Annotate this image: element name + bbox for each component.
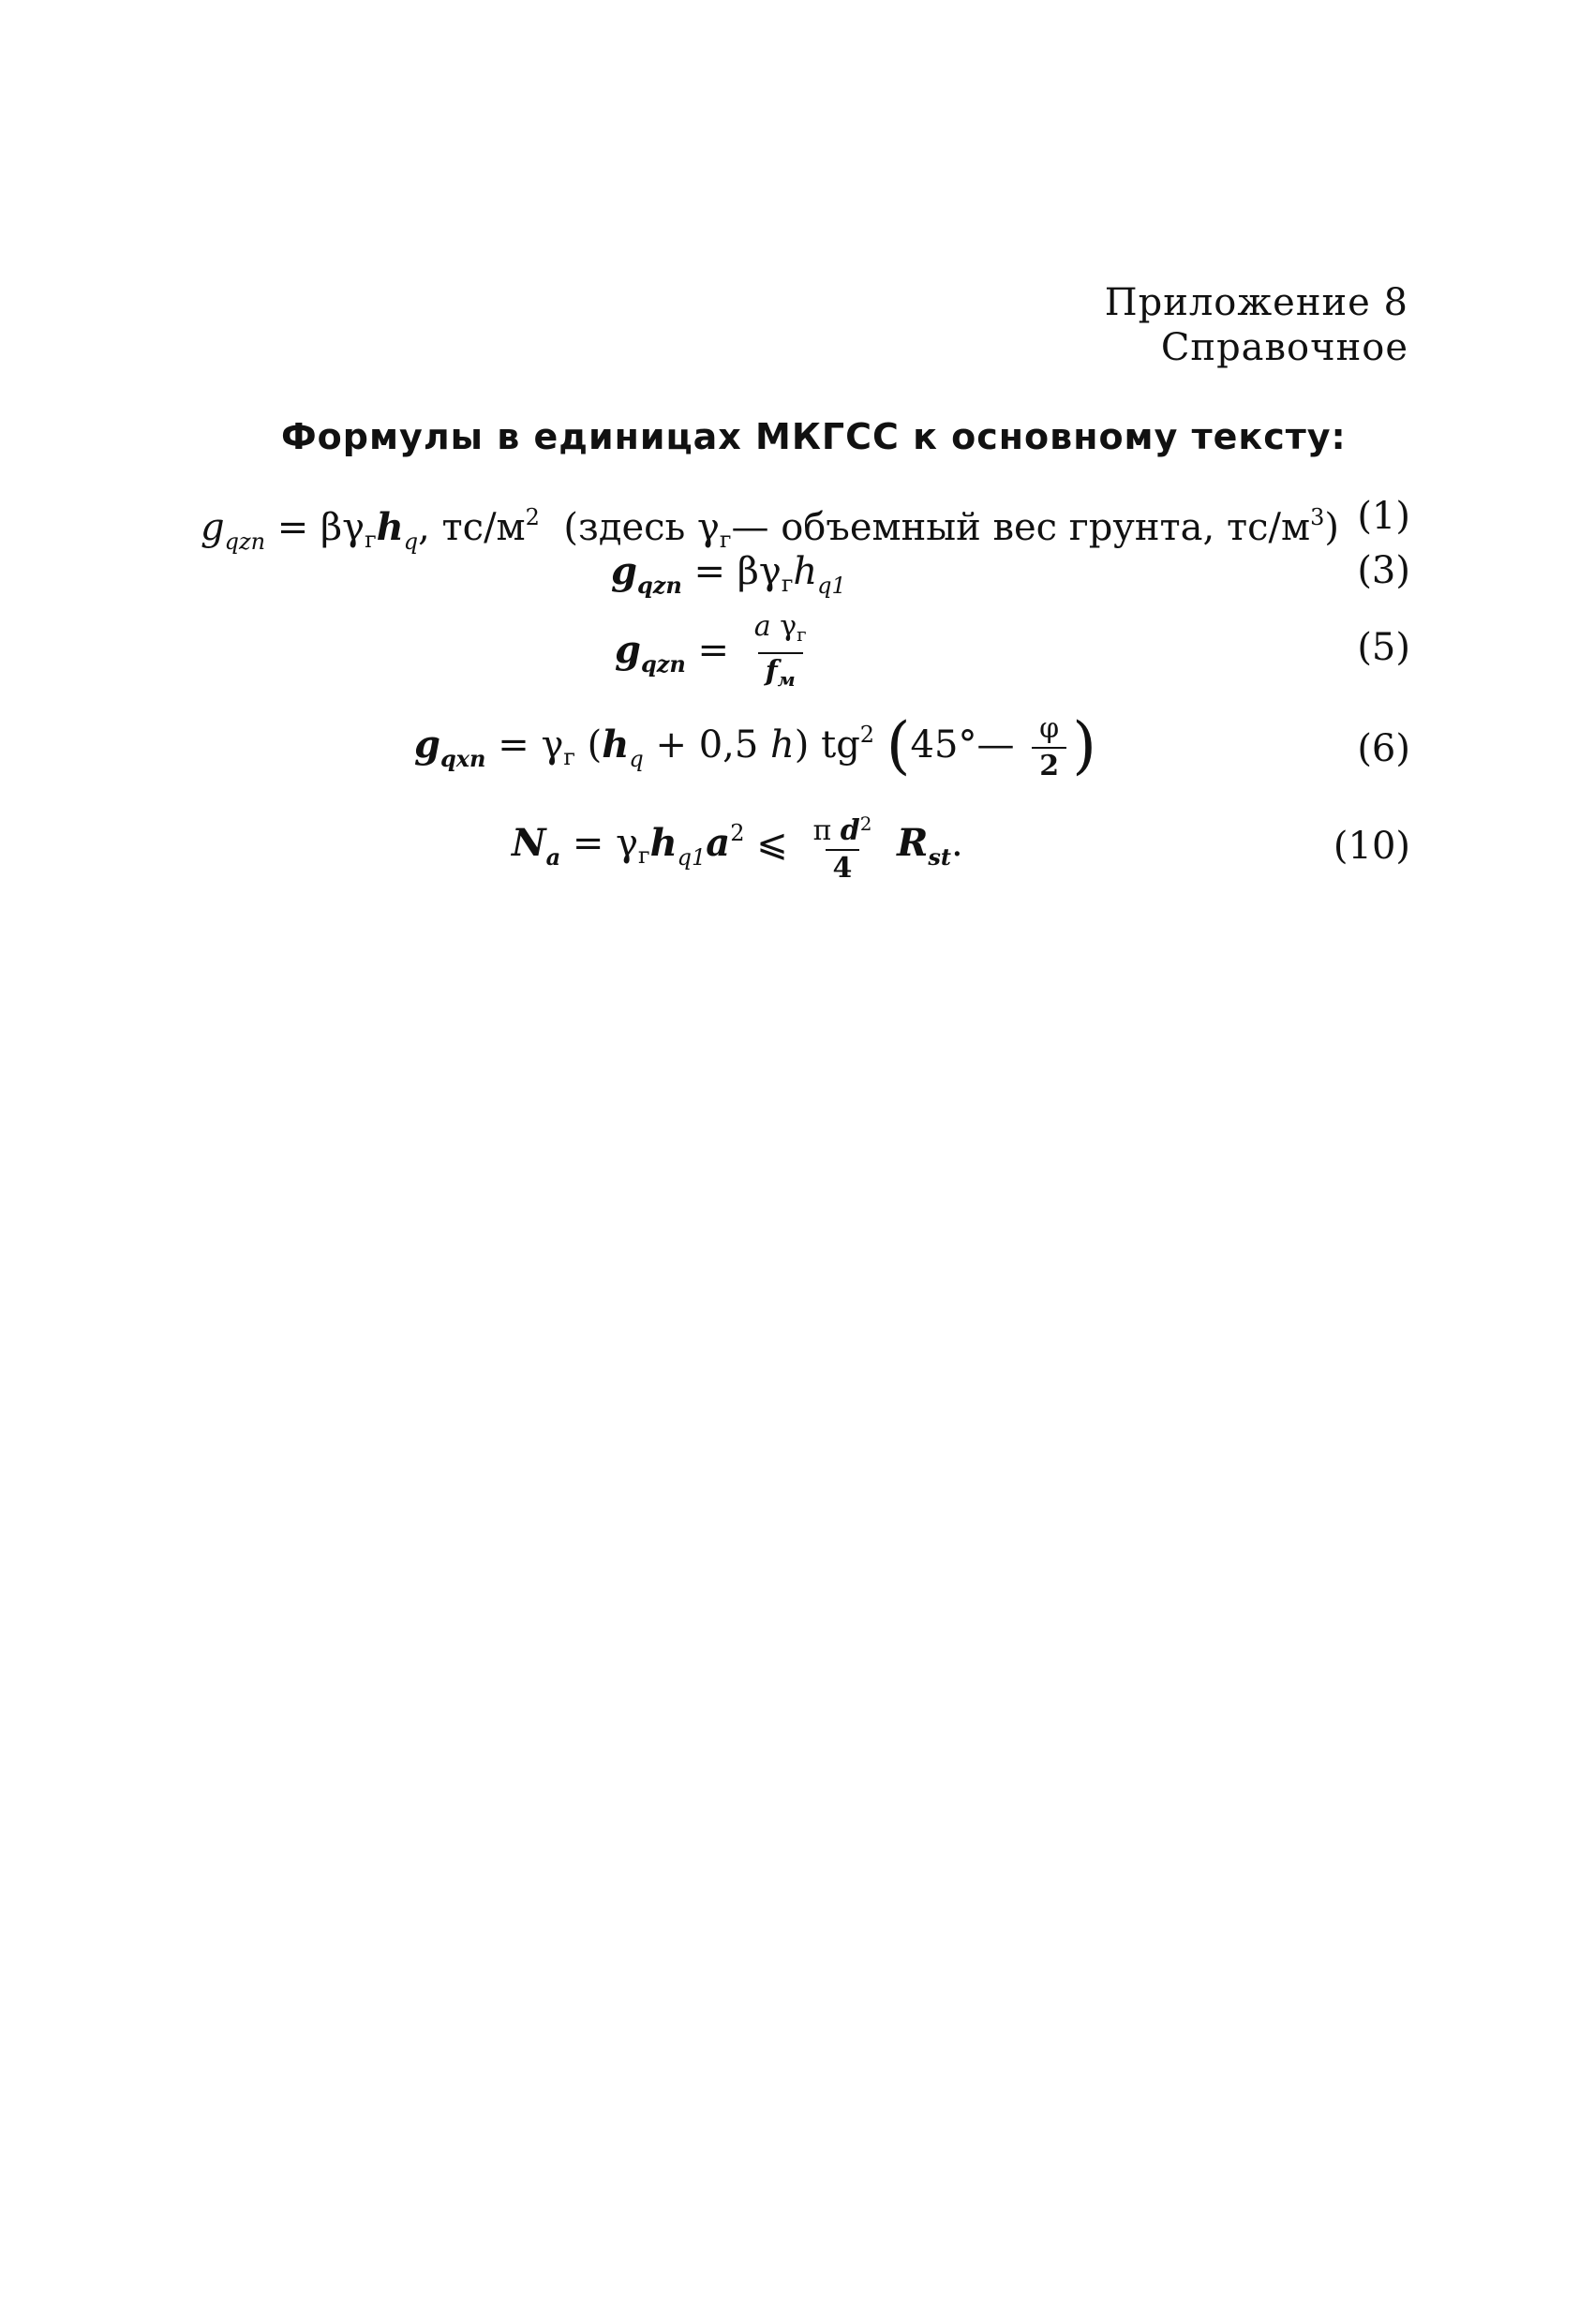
section-heading: Формулы в единицах МКГСС к основному тексту:	[281, 416, 1347, 457]
formula-1-unit: тс/м	[441, 506, 526, 549]
reference-label: Справочное	[1160, 326, 1408, 369]
formula-5-fraction: $\frac{a \gamma_г}{f_м}$	[747, 611, 814, 695]
formula-1-unit-sup: 2	[525, 504, 540, 530]
formula-10: $N_a = \gamma_гh_{q1}a^2$ ⩽ $\frac{\pi d^2}{4}$ $R_{st}$.	[512, 808, 963, 885]
formula-1-note-sub: г	[719, 527, 732, 553]
formula-10-fraction: $\frac{\pi d^2}{4}$	[812, 812, 872, 885]
equation-number-3: (3)	[1357, 549, 1410, 592]
formula-1-note-sup: 3	[1310, 504, 1325, 530]
formula-1: $g_{qzn} = \beta\gamma_гh_q$, $тс/м^2$ (здесь $\gamma_г—$ объемный вес грунта, $тс/м^3$)	[201, 504, 1339, 555]
equation-number-10: (10)	[1333, 825, 1410, 868]
formula-6-fraction: $\frac{\varphi}{2}$	[1032, 713, 1066, 782]
equation-number-1: (1)	[1357, 495, 1410, 538]
formula-6: $g_{qxn} = \gamma_г$ ($h_q + 0,5$ h) $tg^2$ (45°— $\frac{\varphi}{2}$ )	[414, 709, 1096, 782]
formula-1-note-end: )	[1324, 506, 1339, 549]
formula-1-note-rest: — объемный вес грунта, тс/м	[731, 506, 1311, 549]
formula-1-note: (здесь γ	[563, 506, 720, 549]
formula-3: $g_{qzn} = \beta\gamma_гh_{q1}$	[611, 549, 846, 599]
formula-5: $g_{qzn}$ = $\frac{a \gamma_г}{f_м}$	[615, 611, 820, 695]
equation-number-6: (6)	[1357, 727, 1410, 770]
equation-number-5: (5)	[1357, 626, 1410, 669]
appendix-label: Приложение 8	[1104, 281, 1408, 324]
